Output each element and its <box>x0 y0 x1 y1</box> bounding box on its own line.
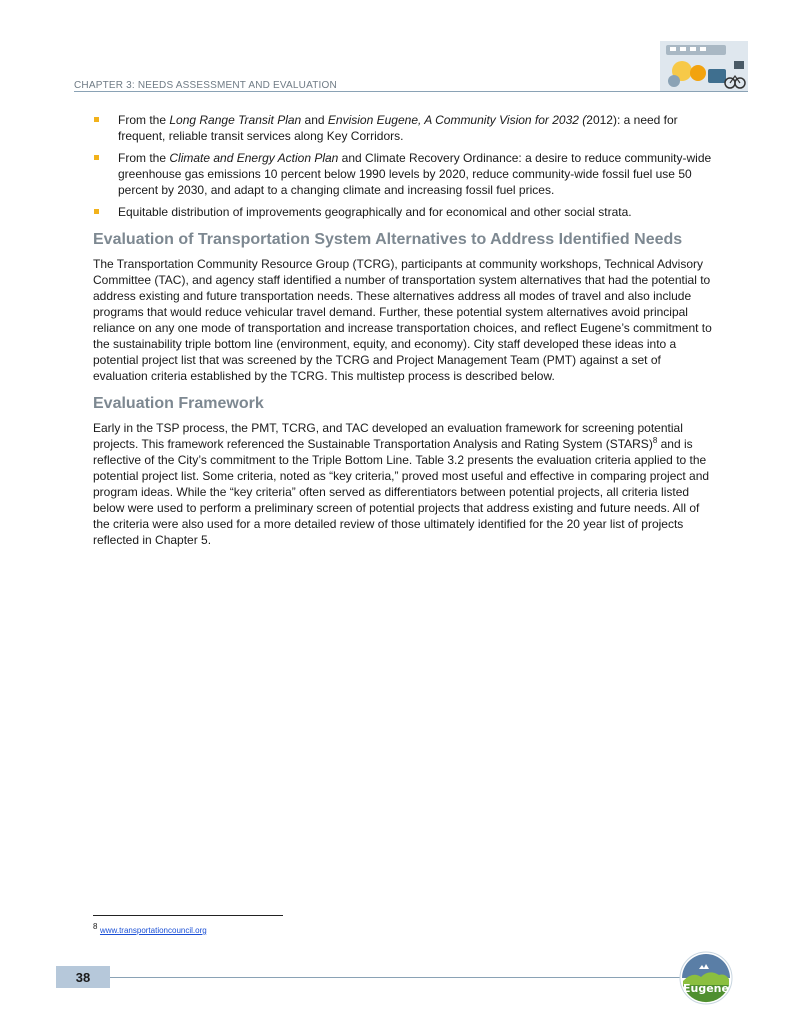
alternatives-paragraph: The Transportation Community Resource Group (TCRG), participants at community workshops, Technical Advisory Committee (TAC), and agency staff identified a number of transportation system alternatives that had the potential to address existing and future transportation needs. These alternatives address all modes of travel and also include programs that would reduce vehicular travel demand. Further, these potential system alternatives avoid principal reliance on any one mode of transportation and increase transportation choices, and reflect Eugene’s commitment to the sustainability triple bottom line (environment, equity, and economy). City staff developed these ideas into a potential project list that was screened by the TCRG and Project Management Team (PMT) against a set of evaluation criteria established by the TCRG. This multistep process is described below. <box>93 257 712 383</box>
footer-rule <box>110 977 682 978</box>
bullet-marker <box>94 117 99 122</box>
framework-paragraph: Early in the TSP process, the PMT, TCRG, and TAC developed an evaluation framework for screening potential projects. This framework referenced the Sustainable Transportation Analysis and Rating System (STARS)$^8$ and is reflective of the City’s commitment to the Triple Bottom Line. Table 3.2 presents the evaluation criteria applied to the potential project list. Some criteria, noted as “key criteria,” proved most useful and effective in comparing project and program ideas. While the “key criteria” often served as differentiators between potential projects, all criteria listed below were used to perform a preliminary screen of potential projects that address existing and future needs. All of the criteria were also used for a more detailed review of those ultimately identified for the 20 year list of projects reflected in Chapter 5. <box>93 421 710 547</box>
footnote-number: 8 <box>93 922 98 931</box>
transportation-collage-icon <box>660 41 748 91</box>
page-number: 38 <box>56 966 110 988</box>
footnote-link[interactable]: www.transportationcouncil.org <box>99 926 207 935</box>
list-item: From the Climate and Energy Action Plan and Climate Recovery Ordinance: a desire to reduce community-wide greenhouse gas emissions 10 percent below 1990 levels by 2020, reduce community-wide fossil fuel use 50 percent by 2030, and adapt to a changing climate and increasing fossil fuel prices. <box>93 150 713 198</box>
footnote-reference[interactable]: 8 <box>652 436 658 445</box>
section-heading-framework: Evaluation Framework <box>93 395 264 412</box>
list-item: Equitable distribution of improvements geographically and for economical and other social strata. <box>93 204 713 220</box>
footnote <box>93 922 207 935</box>
header-rule <box>74 91 748 92</box>
needs-bullet-list <box>93 112 713 220</box>
page-content <box>93 112 713 554</box>
bullet-marker <box>94 209 99 214</box>
eugene-logo-icon <box>679 951 733 1005</box>
footnote-rule <box>93 915 283 916</box>
logo-text: Eugene <box>683 982 729 995</box>
list-item: From the Long Range Transit Plan and Envision Eugene, A Community Vision for 2032 (2012): a need for frequent, reliable transit services along Key Corridors. <box>93 112 713 144</box>
chapter-header: CHAPTER 3: NEEDS ASSESSMENT AND EVALUATION <box>74 80 337 91</box>
bullet-marker <box>94 155 99 160</box>
section-heading-alternatives: Evaluation of Transportation System Alternatives to Address Identified Needs <box>93 231 683 248</box>
